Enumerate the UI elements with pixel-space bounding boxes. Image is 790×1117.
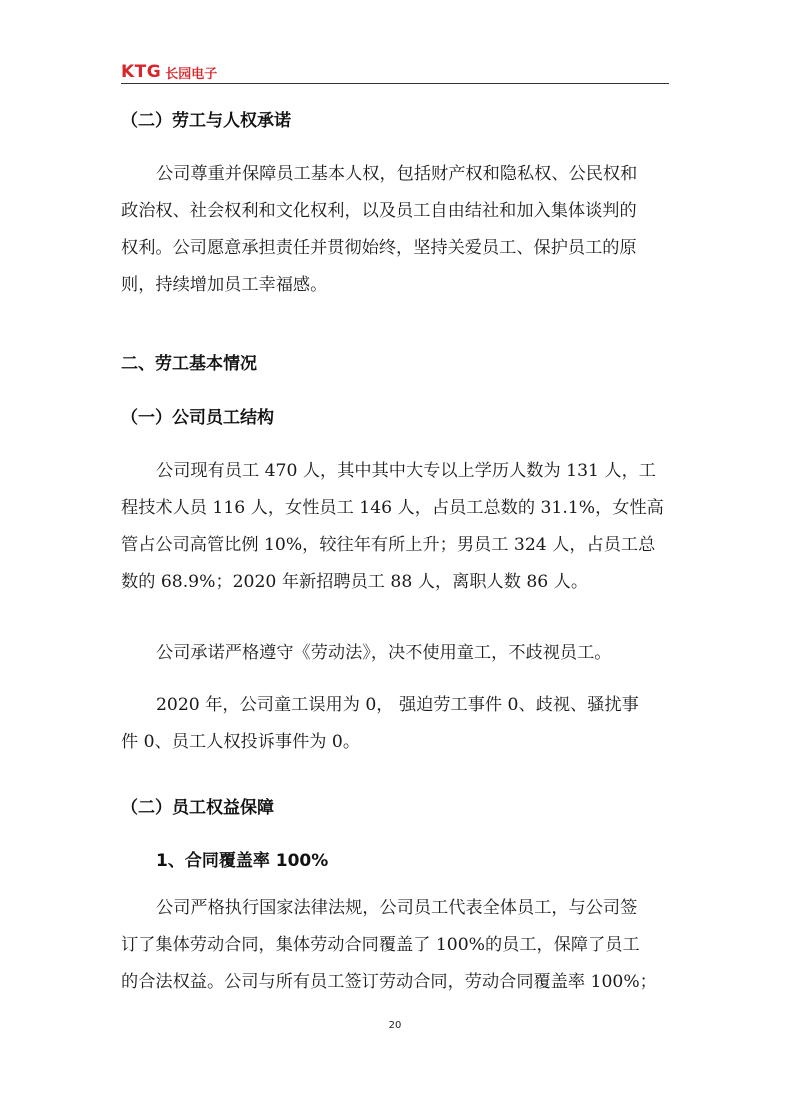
text-line: 公司严格执行国家法律法规，公司员工代表全体员工，与公司签 bbox=[156, 898, 638, 918]
text-line: 的合法权益。公司与所有员工签订劳动合同，劳动合同覆盖率 100%； bbox=[121, 972, 657, 992]
text-line: 件 0、员工人权投诉事件为 0。 bbox=[121, 732, 361, 752]
text-line: 公司承诺严格遵守《劳动法》，决不使用童工，不歧视员工。 bbox=[156, 643, 612, 663]
text-line: 则，持续增加员工幸福感。 bbox=[121, 275, 328, 295]
text-line: 公司尊重并保障员工基本人权，包括财产权和隐私权、公民权和 bbox=[156, 164, 638, 184]
heading-employee-structure: （一）公司员工结构 bbox=[121, 408, 274, 428]
page-header bbox=[121, 58, 669, 84]
text-line: 权利。公司愿意承担责任并贯彻始终，坚持关爱员工、保护员工的原 bbox=[121, 238, 637, 258]
paragraph-labor-rights bbox=[121, 156, 669, 304]
text-line: 数的 68.9%；2020 年新招聘员工 88 人，离职人数 86 人。 bbox=[121, 572, 589, 592]
paragraph-labor-law-commitment bbox=[121, 635, 669, 672]
text-line: 程技术人员 116 人，女性员工 146 人，占员工总数的 31.1%，女性高 bbox=[121, 498, 664, 518]
logo-chinese-text: 长园电子 bbox=[165, 66, 218, 82]
heading-contract-coverage: 1、合同覆盖率 100% bbox=[156, 851, 329, 871]
page-number: 20 bbox=[388, 1020, 402, 1031]
header-divider bbox=[121, 83, 669, 84]
heading-labor-rights-commitment: （二）劳工与人权承诺 bbox=[121, 111, 291, 131]
text-line: 管占公司高管比例 10%，较往年有所上升；男员工 324 人，占员工总 bbox=[121, 535, 656, 555]
text-line: 公司现有员工 470 人，其中其中大专以上学历人数为 131 人，工 bbox=[156, 461, 656, 481]
logo-latin-text: KTG bbox=[121, 62, 162, 82]
heading-employee-rights: （二）员工权益保障 bbox=[121, 798, 274, 818]
text-line: 政治权、社会权利和文化权利，以及员工自由结社和加入集体谈判的 bbox=[121, 201, 637, 221]
paragraph-2020-incidents bbox=[121, 687, 669, 761]
text-line: 订了集体劳动合同，集体劳动合同覆盖了 100%的员工，保障了员工 bbox=[121, 935, 640, 955]
paragraph-contract-coverage bbox=[121, 890, 669, 1001]
paragraph-employee-structure bbox=[121, 453, 669, 601]
text-line: 2020 年，公司童工误用为 0， 强迫劳工事件 0、歧视、骚扰事 bbox=[156, 695, 639, 715]
company-logo bbox=[121, 62, 217, 82]
heading-labor-basic-situation: 二、劳工基本情况 bbox=[121, 354, 257, 374]
